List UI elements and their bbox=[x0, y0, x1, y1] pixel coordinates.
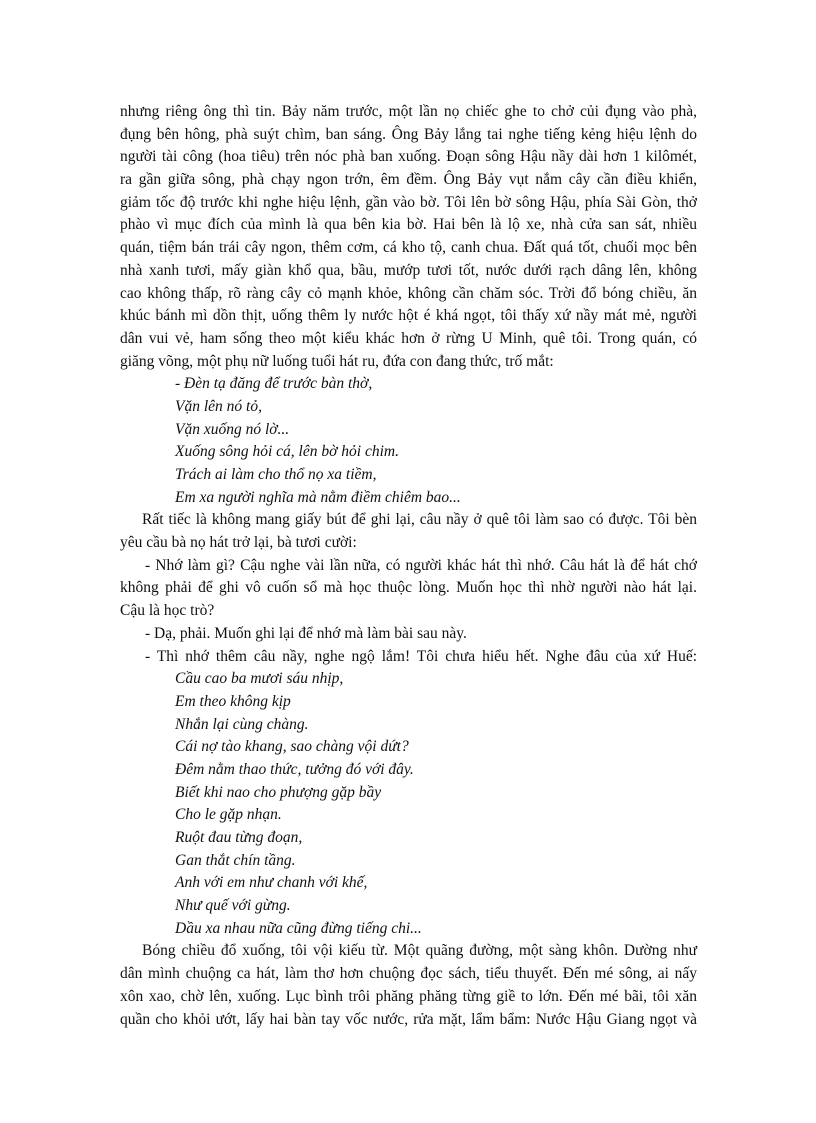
text-line: xôn xao, chờ lên, xuống. Lục bình trôi phăng phăng từng giề to lớn. Đến mé bãi, tôi xăn bbox=[120, 987, 697, 1005]
dialogue-reply bbox=[120, 555, 697, 623]
paragraph-ferry-story bbox=[120, 101, 697, 373]
poem-line: Gan thắt chín tầng. bbox=[175, 851, 296, 869]
text-line: cao không thấp, rõ ràng cây cỏ mạnh khỏe, không cần chăm sóc. Trời đổ bóng chiều, ăn bbox=[120, 284, 697, 302]
poem-hue bbox=[120, 668, 697, 940]
text-line: dân vui vẻ, ham sống theo một kiểu khác hơn ở rừng U Minh, quê tôi. Trong quán, có bbox=[120, 329, 697, 347]
poem-line: Cầu cao ba mươi sáu nhịp, bbox=[175, 670, 344, 688]
poem-line: - Đèn tạ đăng để trước bàn thờ, bbox=[175, 375, 373, 393]
poem-line: Xuống sông hỏi cá, lên bờ hỏi chim. bbox=[175, 443, 399, 461]
poem-line: Anh với em như chanh với khế, bbox=[175, 874, 368, 892]
text-line: Rất tiếc là không mang giấy bút để ghi lại, câu nầy ở quê tôi làm sao có được. Tôi bèn bbox=[142, 511, 697, 529]
poem-line: Vặn lên nó tỏ, bbox=[175, 397, 262, 415]
text-line: đụng bên hông, phà suýt chìm, ban sáng. Ông Bảy lắng tai nghe tiếng kẻng hiệu lệnh do bbox=[120, 125, 697, 143]
text-line: phào vì mục đích của mình là qua bên kia bờ. Hai bên là lộ xe, nhà cửa san sát, nhiều bbox=[120, 216, 697, 234]
paragraph-request bbox=[120, 509, 697, 554]
text-line: giảm tốc độ trước khi nghe hiệu lệnh, gần vào bờ. Tôi lên bờ sông Hậu, phía Sài Gòn, thở bbox=[120, 193, 697, 211]
text-line: quán, tiệm bán trái cây ngon, thêm cơm, cá kho tộ, canh chua. Đất quá tốt, chuối mọc bên bbox=[120, 239, 697, 257]
poem-line: Ruột đau từng đoạn, bbox=[175, 829, 303, 846]
document-body bbox=[120, 101, 697, 1031]
text-line: người tài công (hoa tiêu) trên nóc phà ban xuống. Đoạn sông Hậu nầy dài hơn 1 kilômét, bbox=[120, 148, 697, 166]
text-line: ra gần giữa sông, phà chạy ngon trớn, êm đềm. Ông Bảy vụt nắm cây cần điều khiển, bbox=[120, 171, 697, 189]
dialogue-intro: - Thì nhớ thêm câu nầy, nghe ngộ lắm! Tôi chưa hiểu hết. Nghe đâu của xứ Huế: bbox=[145, 647, 697, 665]
poem-line: Em theo không kịp bbox=[175, 692, 291, 710]
poem-line: Như quế với gừng. bbox=[175, 897, 291, 915]
poem-line: Dầu xa nhau nữa cũng đừng tiếng chi... bbox=[175, 919, 422, 937]
text-line: - Nhớ làm gì? Cậu nghe vài lần nữa, có người khác hát thì nhớ. Câu hát là để hát chớ bbox=[145, 556, 697, 574]
text-line: khúc bánh mì dồn thịt, uống thêm ly nước hột é khá ngọt, tôi thấy xứ nầy mát mẻ, người bbox=[120, 307, 697, 325]
text-line: dân mình chuộng ca hát, làm thơ hơn chuộng đọc sách, tiểu thuyết. Đến mé sông, ai nấy bbox=[120, 965, 697, 983]
text-line: nhà xanh tươi, mấy giàn khổ qua, bầu, mướp tươi tốt, nước dưới rạch dâng lên, không bbox=[120, 261, 697, 279]
poem-line: Em xa người nghĩa mà nằm điềm chiêm bao... bbox=[175, 488, 461, 506]
poem-line: Cái nợ tào khang, sao chàng vội dứt? bbox=[175, 738, 409, 756]
poem-lullaby bbox=[120, 373, 697, 509]
text-line: Cậu là học trò? bbox=[120, 602, 215, 620]
poem-line: Biết khi nao cho phượng gặp bầy bbox=[175, 783, 382, 801]
poem-line: Cho le gặp nhạn. bbox=[175, 806, 282, 824]
text-line: yêu cầu bà nọ hát trở lại, bà tươi cười: bbox=[120, 534, 357, 552]
text-line: nhưng riêng ông thì tin. Bảy năm trước, một lần nọ chiếc ghe to chở củi đụng vào phà, bbox=[120, 103, 697, 120]
poem-line: Trách ai làm cho thổ nọ xa tiềm, bbox=[175, 466, 377, 483]
poem-line: Vặn xuống nó lờ... bbox=[175, 420, 290, 438]
text-line: giăng võng, một phụ nữ luống tuổi hát ru, đứa con đang thức, trố mắt: bbox=[120, 352, 554, 370]
poem-line: Đêm nằm thao thức, tưởng đó với đây. bbox=[175, 760, 414, 778]
dialogue-answer: - Dạ, phải. Muốn ghi lại để nhớ mà làm bài sau này. bbox=[145, 624, 467, 642]
text-line: quần cho khỏi ướt, lấy hai bàn tay vốc nước, rửa mặt, lẩm bẩm: Nước Hậu Giang ngọt và bbox=[120, 1010, 697, 1028]
text-line: không phải để ghi vô cuốn sổ mà học thuộc lòng. Muốn học thì nhờ người nào hát lại. bbox=[120, 579, 697, 597]
poem-line: Nhắn lại cùng chàng. bbox=[175, 715, 309, 733]
paragraph-evening bbox=[120, 940, 697, 1031]
text-line: Bóng chiều đổ xuống, tôi vội kiếu từ. Một quãng đường, một sàng khôn. Dường như bbox=[142, 942, 697, 960]
